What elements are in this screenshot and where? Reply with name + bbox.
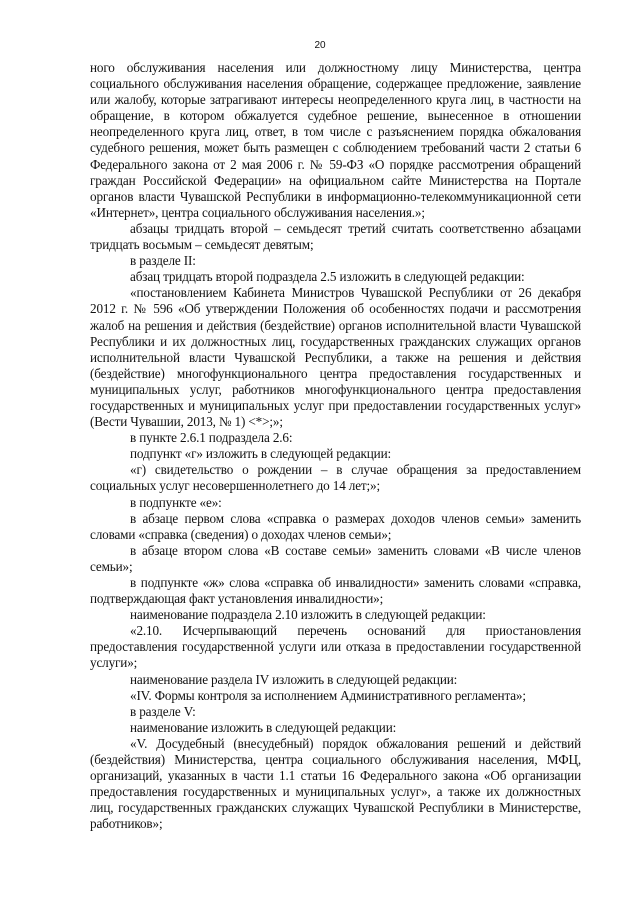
page-number: 20 bbox=[314, 40, 326, 51]
paragraph: «IV. Формы контроля за исполнением Административного регламента»; bbox=[130, 687, 526, 703]
paragraph: в абзаце первом слова «справка о размерах доходов членов семьи» заменить словами «справка (сведения) о доходах членов семьи»; bbox=[90, 510, 581, 542]
paragraph: в подпункте «ж» слова «справка об инвалидности» заменить словами «справка, подтверждающая факт установления инвалидности»; bbox=[90, 575, 581, 607]
paragraph: «постановлением Кабинета Министров Чувашской Республики от 26 декабря 2012 г. № 596 «Об утверждении Положения об особенностях подачи и рассмотрения жалоб на решения и действия (бездействие) органов исполнительной власти Чувашской Республики и их должностных лиц, государственных гражданских служащих органов исполнительной власти Чувашской Республики, а также на решения и действия (бездействие) многофункционального центра предоставления государственных и муниципальных услуг, работников многофункционального центра предоставления государственных и муниципальных услуг при предоставлении государственных услуг» (Вести Чувашии, 2013, № 1) <*>;»; bbox=[90, 285, 581, 430]
paragraph: в разделе II: bbox=[130, 253, 196, 269]
paragraph: в пункте 2.6.1 подраздела 2.6: bbox=[130, 430, 293, 446]
paragraph: абзацы тридцать второй – семьдесят третий считать соответственно абзацами тридцать восьмым – семьдесят девятым; bbox=[90, 220, 581, 253]
paragraph: подпункт «г» изложить в следующей редакции: bbox=[130, 446, 392, 462]
document-body bbox=[90, 60, 581, 833]
paragraph: ного обслуживания населения или должностному лицу Министерства, центра социального обслуживания населения обращение, содержащее предложение, заявление или жалобу, которые затрагивают интересы неопределенного круга лиц, в частности на обращение, в котором обжалуется судебное решение, вынесенное в отношении неопределенного круга лиц, ответ, в том числе с разъяснением порядка обжалования судебного решения, может быть размещен с соблюдением требований части 2 статьи 6 Федерального закона от 2 мая 2006 г. № 59-ФЗ «О порядке рассмотрения обращений граждан Российской Федерации» на официальном сайте Министерства на Портале органов власти Чувашской Республики в информационно-телекоммуникационной сети «Интернет», центра социального обслуживания населения.»; bbox=[90, 60, 581, 220]
paragraph: в подпункте «е»: bbox=[130, 494, 222, 510]
paragraph: наименование подраздела 2.10 изложить в следующей редакции: bbox=[130, 607, 486, 623]
paragraph: наименование изложить в следующей редакции: bbox=[130, 719, 397, 735]
paragraph: «2.10. Исчерпывающий перечень оснований для приостановления предоставления государственной услуги или отказа в предоставлении государственной услуги»; bbox=[90, 623, 581, 671]
paragraph: «г) свидетельство о рождении – в случае обращения за предоставлением социальных услуг несовершеннолетнего до 14 лет;»; bbox=[90, 462, 581, 494]
paragraph: в абзаце втором слова «В составе семьи» заменить словами «В числе членов семьи»; bbox=[90, 542, 581, 574]
paragraph: «V. Досудебный (внесудебный) порядок обжалования решений и действий (бездействия) Министерства, центра социального обслуживания населения, МФЦ, организаций, указанных в части 1.1 статьи 16 Федерального закона «Об организации предоставления государственных и муниципальных услуг», а также их должностных лиц, государственных гражданских служащих Чувашской Республики в Министерстве, работников»; bbox=[90, 735, 581, 832]
paragraph: в разделе V: bbox=[130, 703, 196, 719]
paragraph: наименование раздела IV изложить в следующей редакции: bbox=[130, 671, 458, 687]
paragraph: абзац тридцать второй подраздела 2.5 изложить в следующей редакции: bbox=[130, 269, 525, 285]
